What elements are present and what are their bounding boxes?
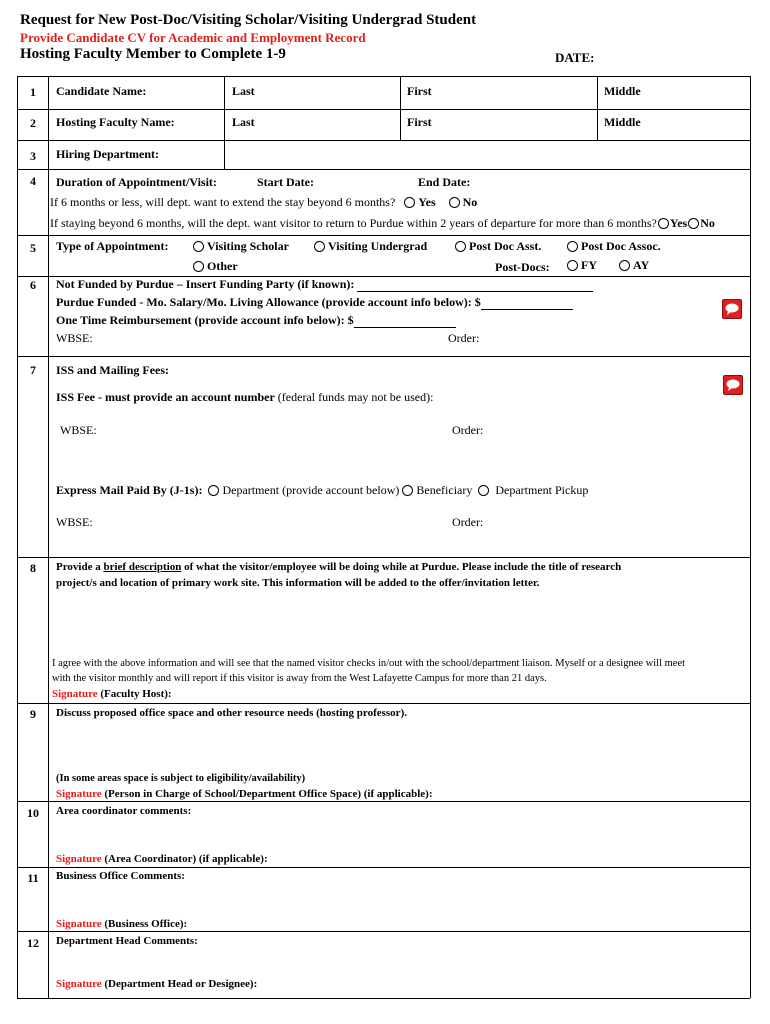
candidate-last-field[interactable]: Last — [232, 84, 255, 98]
row-number: 6 — [30, 278, 36, 292]
visiting-scholar-radio[interactable] — [193, 241, 204, 252]
post-docs-label: Post-Docs: — [495, 260, 550, 274]
row-number: 11 — [27, 871, 39, 885]
iss-fee-label: ISS Fee - must provide an account number — [56, 390, 275, 404]
salary-amount-field[interactable] — [481, 309, 573, 310]
business-office-label: Business Office Comments: — [56, 870, 185, 882]
express-mail-label: Express Mail Paid By (J-1s): — [56, 483, 203, 497]
other-radio[interactable] — [193, 261, 204, 272]
candidate-name-label: Candidate Name: — [56, 84, 147, 98]
post-doc-asst-label: Post Doc Asst. — [469, 239, 542, 253]
start-date-label: Start Date: — [257, 175, 314, 189]
form-subtitle: Provide Candidate CV for Academic and Employment Record — [20, 30, 366, 45]
description-text-2: project/s and location of primary work site. This information will be added to the offer/invitation letter. — [56, 577, 540, 589]
row-number: 9 — [30, 707, 36, 721]
row-number: 2 — [30, 116, 36, 130]
iss-order-label: Order: — [452, 423, 484, 437]
express-pickup-label: Department Pickup — [495, 483, 589, 497]
post-doc-assoc-radio[interactable] — [567, 241, 578, 252]
row-number: 12 — [27, 936, 39, 950]
business-office-sig-label: (Business Office): — [101, 918, 188, 930]
fy-label: FY — [581, 258, 597, 272]
department-head-field[interactable] — [56, 952, 746, 976]
order-label: Order: — [448, 331, 480, 345]
post-doc-assoc-label: Post Doc Assoc. — [581, 239, 661, 253]
fy-radio[interactable] — [567, 260, 578, 271]
agreement-text-2: with the visitor monthly and will report if this visitor is away from the West Lafayette Campus for more than 21 days. — [52, 673, 547, 684]
department-head-label: Department Head Comments: — [56, 935, 198, 947]
iss-mailing-label: ISS and Mailing Fees: — [56, 363, 170, 377]
signature-label: Signature — [56, 853, 102, 865]
duration-label: Duration of Appointment/Visit: — [56, 175, 217, 189]
signature-label: Signature — [52, 688, 98, 700]
area-coordinator-sig-label: (Area Coordinator) (if applicable): — [101, 853, 268, 865]
date-label: DATE: — [555, 50, 595, 65]
iss-wbse-label: WBSE: — [60, 423, 97, 437]
area-coordinator-field[interactable] — [56, 822, 746, 850]
extend-yes-radio[interactable] — [404, 197, 415, 208]
row-number: 5 — [30, 241, 36, 255]
area-coordinator-label: Area coordinator comments: — [56, 805, 192, 817]
signature-label: Signature — [56, 788, 102, 800]
express-beneficiary-radio[interactable] — [402, 485, 413, 496]
faculty-name-label: Hosting Faculty Name: — [56, 115, 175, 129]
signature-label: Signature — [56, 918, 102, 930]
return-no-radio[interactable] — [688, 218, 699, 229]
funding-party-field[interactable] — [357, 291, 593, 292]
comment-icon[interactable] — [723, 375, 743, 395]
express-pickup-radio[interactable] — [478, 485, 489, 496]
other-label: Other — [207, 259, 238, 273]
visiting-scholar-label: Visiting Scholar — [207, 239, 289, 253]
agreement-text: I agree with the above information and will see that the named visitor checks in/out with the school/department liaison. Myself or a designee will meet — [52, 658, 686, 669]
faculty-host-label: (Faculty Host): — [97, 688, 172, 700]
ay-radio[interactable] — [619, 260, 630, 271]
row-number: 8 — [30, 561, 36, 575]
appointment-type-label: Type of Appointment: — [56, 239, 169, 253]
description-text: of what the visitor/employee will be doing while at Purdue. Please include the title of research — [181, 561, 622, 573]
express-department-label: Department (provide account below) — [222, 483, 400, 497]
row-number: 3 — [30, 149, 36, 163]
return-yes-radio[interactable] — [658, 218, 669, 229]
office-space-field[interactable] — [56, 724, 746, 770]
express-department-radio[interactable] — [208, 485, 219, 496]
reimbursement-label: One Time Reimbursement (provide account info below): $ — [56, 313, 354, 327]
description-field[interactable] — [56, 596, 746, 654]
ay-label: AY — [633, 258, 650, 272]
row-number: 7 — [30, 363, 36, 377]
reimbursement-amount-field[interactable] — [354, 327, 456, 328]
row-number: 10 — [27, 806, 39, 820]
purdue-funded-label: Purdue Funded - Mo. Salary/Mo. Living Allowance (provide account info below): $ — [56, 295, 481, 309]
row-number: 1 — [30, 85, 36, 99]
form-title: Request for New Post-Doc/Visiting Scholar/Visiting Undergrad Student — [20, 12, 477, 28]
express-beneficiary-label: Beneficiary — [416, 483, 473, 497]
description-intro: Provide a — [56, 561, 104, 573]
office-space-label: Discuss proposed office space and other resource needs (hosting professor). — [56, 707, 407, 719]
extend-no-label: No — [462, 195, 478, 209]
business-office-field[interactable] — [56, 887, 746, 915]
return-question: If staying beyond 6 months, will the dept. want visitor to return to Purdue within 2 years of departure for more than 6 months? — [50, 216, 657, 230]
express-wbse-label: WBSE: — [56, 515, 93, 529]
wbse-label: WBSE: — [56, 331, 93, 345]
post-doc-asst-radio[interactable] — [455, 241, 466, 252]
extend-question: If 6 months or less, will dept. want to extend the stay beyond 6 months? — [50, 195, 396, 209]
hiring-department-label: Hiring Department: — [56, 147, 159, 161]
department-head-sig-label: (Department Head or Designee): — [101, 978, 258, 990]
candidate-first-field[interactable]: First — [407, 84, 432, 98]
extend-no-radio[interactable] — [449, 197, 460, 208]
form-instruction: Hosting Faculty Member to Complete 1-9 — [20, 46, 286, 62]
express-order-label: Order: — [452, 515, 484, 529]
row-number: 4 — [30, 174, 36, 188]
end-date-label: End Date: — [418, 175, 471, 189]
faculty-middle-field[interactable]: Middle — [604, 115, 641, 129]
return-no-label: No — [700, 216, 715, 230]
office-space-person-label: (Person in Charge of School/Department Office Space) (if applicable): — [101, 788, 433, 800]
comment-icon[interactable] — [722, 299, 742, 319]
return-yes-label: Yes — [669, 216, 688, 230]
iss-fee-note: (federal funds may not be used): — [274, 390, 434, 404]
candidate-middle-field[interactable]: Middle — [604, 84, 641, 98]
visiting-undergrad-radio[interactable] — [314, 241, 325, 252]
faculty-last-field[interactable]: Last — [232, 115, 255, 129]
brief-description-text: brief description — [103, 561, 182, 573]
not-funded-label: Not Funded by Purdue – Insert Funding Party (if known): — [56, 277, 355, 291]
visiting-undergrad-label: Visiting Undergrad — [328, 239, 428, 253]
extend-yes-label: Yes — [418, 195, 436, 209]
hiring-department-field[interactable] — [228, 143, 746, 165]
faculty-first-field[interactable]: First — [407, 115, 432, 129]
signature-label: Signature — [56, 978, 102, 990]
space-eligibility-note: (In some areas space is subject to eligibility/availability) — [56, 773, 306, 784]
